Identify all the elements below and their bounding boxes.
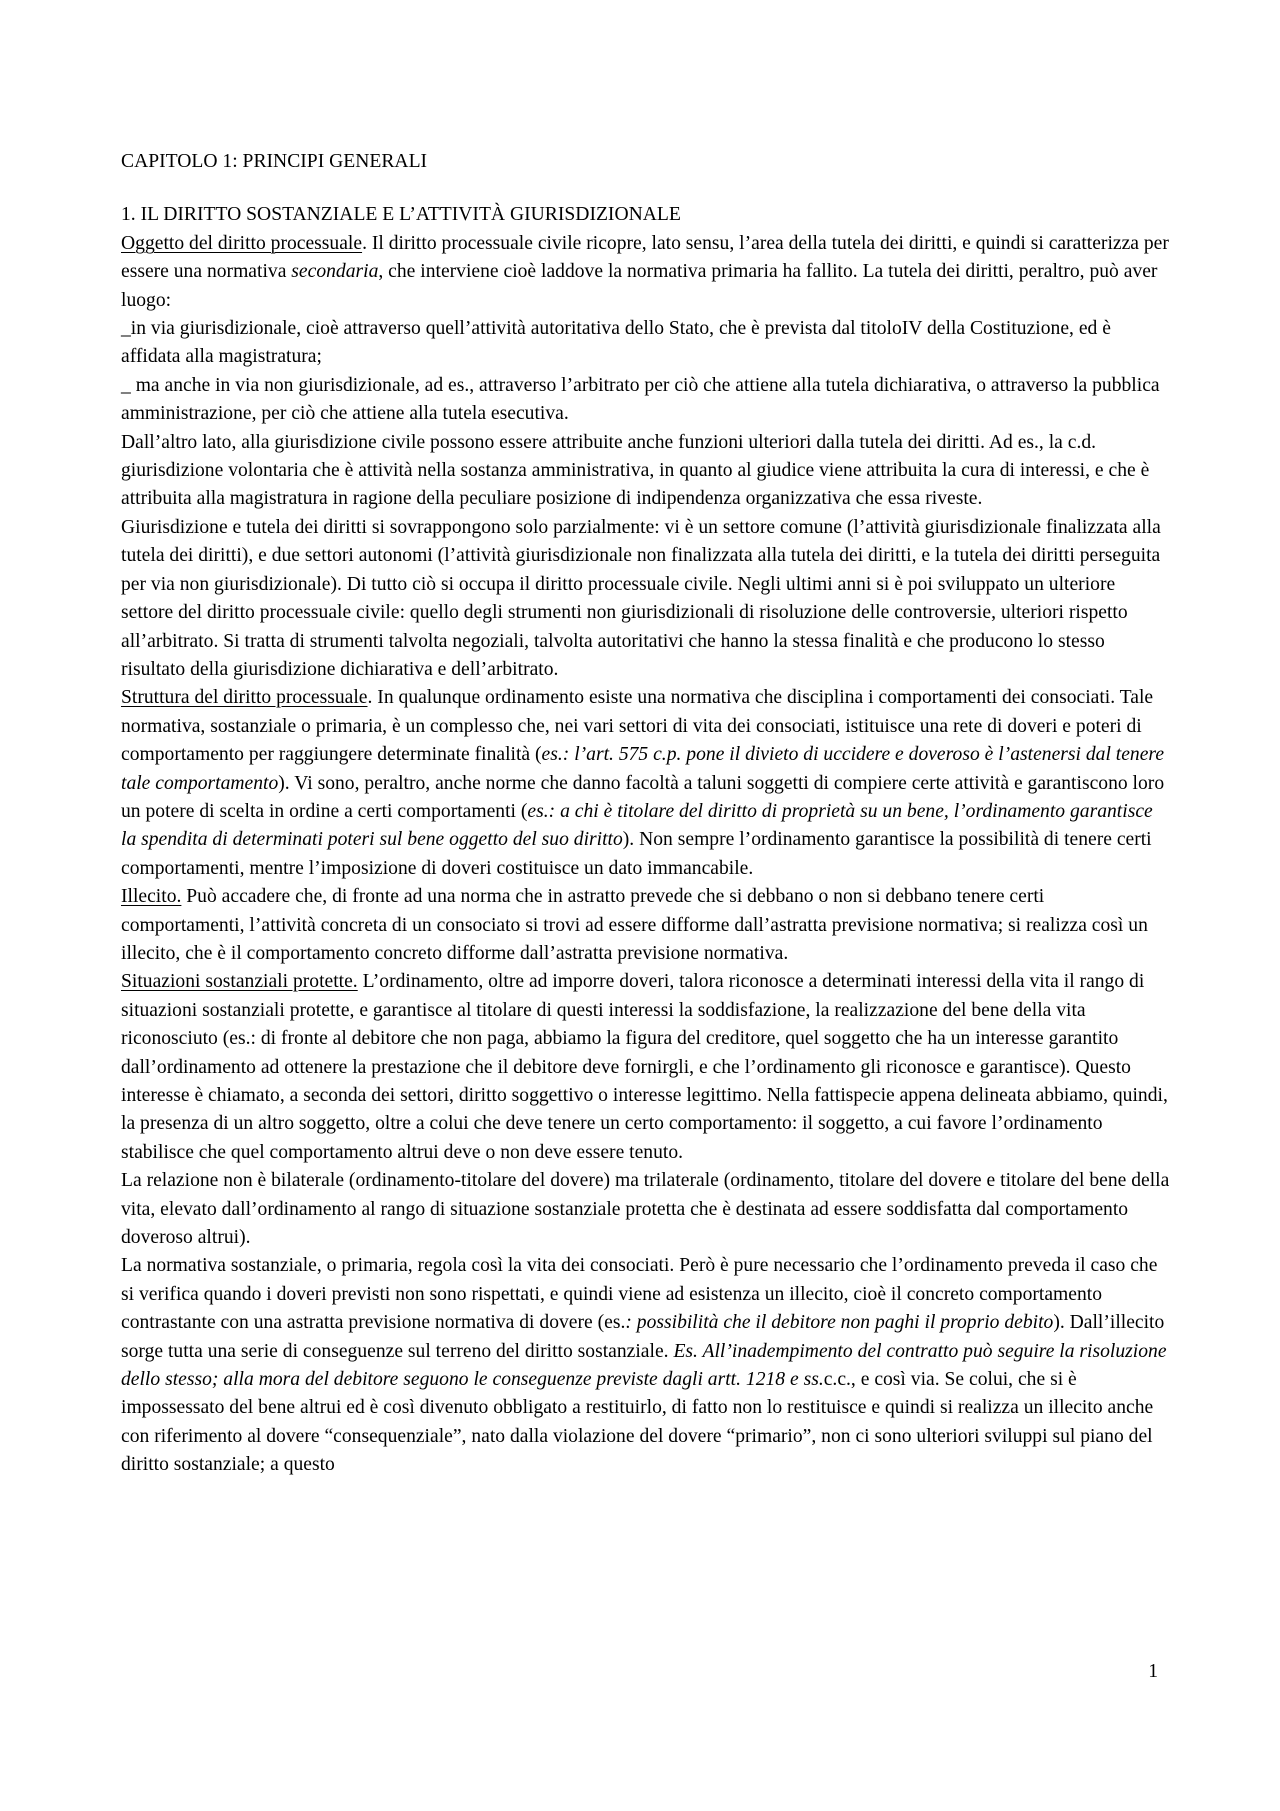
paragraph-situazioni-protette bbox=[121, 968, 1171, 1167]
paragraph-text: L’ordinamento, oltre ad imporre doveri, talora riconosce a determinati interessi della vita il rango di situazioni sostanziali protette, e garantisce al titolare di questi interessi la soddisfazione, la realizzazione del bene della vita riconosciuto (es.: di fronte al debitore che non paga, abbiamo la figura del creditore, quel soggetto che ha un interesse garantito dall’ordinamento ad ottenere la prestazione che il debitore deve fornirgli, e che l’ordinamento gli riconosce e garantisce). Questo interesse è chiamato, a seconda dei settori, diritto soggettivo o interesse legittimo. Nella fattispecie appena delineata abbiamo, quindi, la presenza di un altro soggetto, oltre a colui che deve tenere un certo comportamento: il soggetto, a cui favore l’ordinamento stabilisce che quel comportamento altrui deve o non deve essere tenuto. bbox=[121, 971, 1168, 1163]
italic-text: es.: a chi è titolare del diritto di proprietà su un bene, l’ordinamento garantisce la spendita di determinati poteri sul bene oggetto del suo diritto bbox=[121, 800, 1153, 851]
paragraph-text: ). Vi sono, peraltro, anche norme che danno facoltà a taluni soggetti di compiere certe attività e garantiscono loro un potere di scelta in ordine a certi comportamenti ( bbox=[121, 772, 1165, 822]
paragraph-normativa-sostanziale bbox=[121, 1252, 1171, 1479]
paragraph-text: . Il diritto processuale civile ricopre, lato sensu, l’area della tutela dei diritti, e quindi si caratterizza per essere una normativa bbox=[121, 232, 1169, 283]
italic-text: es.: l’art. 575 c.p. pone il divieto di uccidere e doveroso è l’astenersi dal tenere tale comportamento bbox=[121, 744, 1165, 794]
section-title: 1. IL DIRITTO SOSTANZIALE E L’ATTIVITÀ GIURISDIZIONALE bbox=[121, 204, 681, 226]
chapter-title: CAPITOLO 1: PRINCIPI GENERALI bbox=[121, 151, 428, 172]
paragraph-heading: Struttura del diritto processuale bbox=[121, 687, 368, 709]
paragraph-sovrapposizione: Giurisdizione e tutela dei diritti si sovrappongono solo parzialmente: vi è un settore comune (l’attività giurisdizionale finalizzata alla tutela dei diritti), e due settori autonomi (l’attività giurisdizionale non finalizzata alla tutela dei diritti, e la tutela dei diritti perseguita per via non giurisdizionale). Di tutto ciò si occupa il diritto processuale civile. Negli ultimi anni si è poi sviluppato un ulteriore settore del diritto processuale civile: quello degli strumenti non giurisdizionali di risoluzione delle controversie, ulteriori rispetto all’arbitrato. Si tratta di strumenti talvolta negoziali, talvolta autoritativi che hanno la stessa finalità e che producono lo stesso risultato della giurisdizione dichiarativa e dell’arbitrato. bbox=[121, 516, 1161, 680]
paragraph-giurisdizione-volontaria: Dall’altro lato, alla giurisdizione civile possono essere attribuite anche funzioni ulteriori dalla tutela dei diritti. Ad es., la c.d. giurisdizione volontaria che è attività nella sostanza amministrativa, in quanto al giudice viene attribuita la cura di interessi, e che è attribuita alla magistratura in ragione della peculiare posizione di indipendenza organizzativa che essa riveste. bbox=[121, 431, 1150, 510]
paragraph-struttura bbox=[121, 684, 1171, 883]
paragraph-heading: Illecito. bbox=[121, 886, 182, 908]
page-number: 1 bbox=[1148, 1661, 1158, 1682]
paragraph-oggetto bbox=[121, 230, 1171, 315]
italic-text: : possibilità che il debitore non paghi il proprio debito bbox=[625, 1312, 1054, 1334]
paragraph-text: La normativa sostanziale, o primaria, regola così la vita dei consociati. Però è pure necessario che l’ordinamento preveda il caso che si verifica quando i doveri previsti non sono rispettati, e quindi viene ad esistenza un illecito, cioè il concreto comportamento contrastante con una astratta previsione normativa di dovere (es. bbox=[121, 1255, 1158, 1334]
paragraph-text: ). Dall’illecito sorge tutta una serie di conseguenze sul terreno del diritto sostanziale. bbox=[121, 1312, 1165, 1362]
paragraph-text: . In qualunque ordinamento esiste una normativa che disciplina i comportamenti dei consociati. Tale normativa, sostanziale o primaria, è un complesso che, nei vari settori di vita dei consociati, istituisce una rete di doveri e poteri di comportamento per raggiungere determinate finalità ( bbox=[121, 687, 1154, 766]
paragraph-text: Può accadere che, di fronte ad una norma che in astratto prevede che si debbano o non si debbano tenere certi comportamenti, l’attività concreta di un consociato si trovi ad essere difforme dall’astratta previsione normativa; si realizza così un illecito, che è il comportamento concreto difforme dall’astratta previsione normativa. bbox=[121, 886, 1148, 964]
paragraph-heading: Oggetto del diritto processuale bbox=[121, 232, 363, 254]
spacer bbox=[121, 176, 1171, 201]
page-body bbox=[121, 148, 1171, 1480]
paragraph-text: ). Non sempre l’ordinamento garantisce la possibilità di tenere certi comportamenti, mentre l’imposizione di doveri costituisce un dato immancabile. bbox=[121, 829, 1152, 879]
paragraph-relazione-trilaterale: La relazione non è bilaterale (ordinamento-titolare del dovere) ma trilaterale (ordinamento, titolare del dovere e titolare del bene della vita, elevato dall’ordinamento al rango di situazione sostanziale protetta che è destinata ad essere soddisfatta dal comportamento doveroso altrui). bbox=[121, 1170, 1170, 1249]
paragraph-text: c.c., e così via. Se colui, che si è impossessato del bene altrui ed è così divenuto obbligato a restituirlo, di fatto non lo restituisce e quindi si realizza un illecito anche con riferimento al dovere “consequenziale”, nato dalla violazione del dovere “primario”, non ci sono ulteriori sviluppi sul piano del diritto sostanziale; a questo bbox=[121, 1369, 1154, 1476]
paragraph-list-item-1: _in via giurisdizionale, cioè attraverso quell’attività autoritativa dello Stato, che è prevista dal titoloIV della Costituzione, ed è affidata alla magistratura; bbox=[121, 318, 1111, 368]
paragraph-illecito bbox=[121, 883, 1171, 968]
italic-text: Es. All’inadempimento del contratto può seguire la risoluzione dello stesso; alla mora del debitore seguono le conseguenze previste dagli artt. 1218 e ss. bbox=[121, 1340, 1167, 1391]
italic-text: secondaria bbox=[291, 261, 379, 283]
paragraph-heading: Situazioni sostanziali protette. bbox=[121, 971, 358, 993]
paragraph-text: , che interviene cioè laddove la normativa primaria ha fallito. La tutela dei diritti, peraltro, può aver luogo: bbox=[121, 261, 1158, 311]
paragraph-list-item-2: _ ma anche in via non giurisdizionale, ad es., attraverso l’arbitrato per ciò che attiene alla tutela dichiarativa, o attraverso la pubblica amministrazione, per ciò che attiene alla tutela esecutiva. bbox=[121, 374, 1160, 425]
